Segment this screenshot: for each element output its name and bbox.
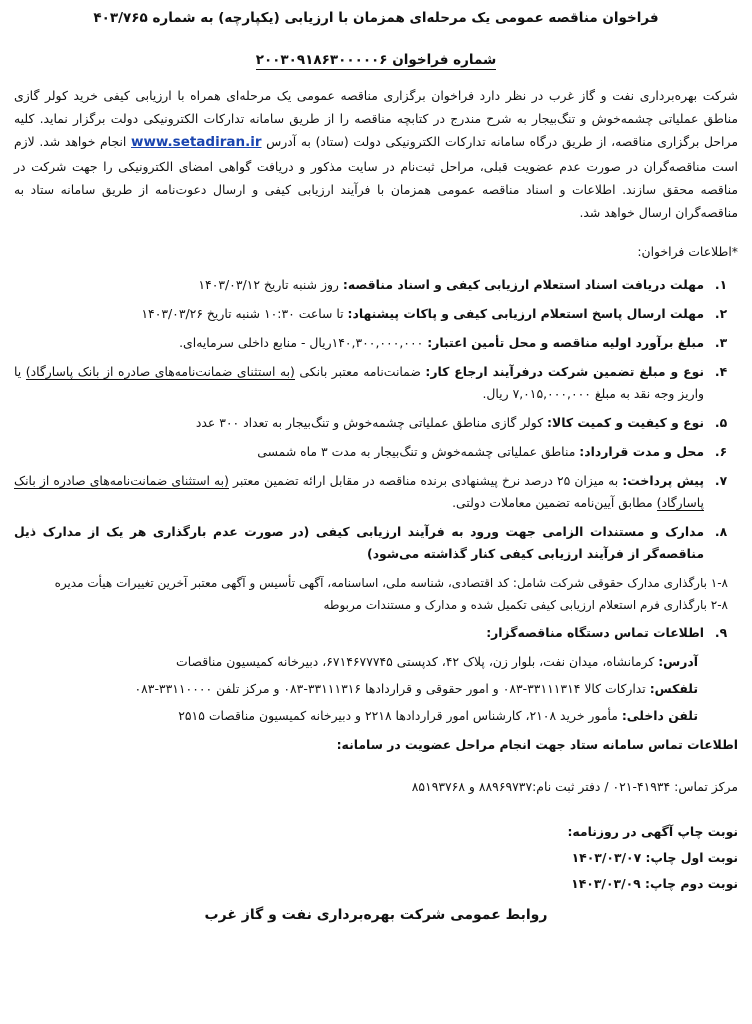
list-item: ۲. مهلت ارسال پاسخ استعلام ارزیابی کیفی و پاکات پیشنهاد: تا ساعت ۱۰:۳۰ شنبه تاریخ ۱۴۰۳/۰۳/۲۶ (141, 306, 728, 322)
list-item: ۸. مدارک و مستندات الزامی جهت ورود به فرآیند ارزیابی کیفی (در صورت عدم بارگذاری هر یک از مدارک ذیل مناقصه‌گر از فرآیند ارزیابی کیفی کنار گذاشته می‌شود) (14, 524, 728, 562)
notice-title: فراخوان مناقصه عمومی یک مرحله‌ای همزمان با ارزیابی (یکپارچه) به شماره ۴۰۳/۷۶۵ (93, 10, 659, 26)
list-item: ۶. محل و مدت قرارداد: مناطق عملیاتی چشمه‌خوش و تنگ‌بیجار به مدت ۳ ماه شمسی (257, 444, 728, 460)
footer-signature: روابط عمومی شرکت بهره‌برداری نفت و گاز غرب (204, 907, 548, 924)
info-list (14, 274, 738, 644)
list-item: ۳. مبلغ برآورد اولیه مناقصه و محل تأمین اعتبار: ۱۴۰,۳۰۰,۰۰۰,۰۰۰ریال - منابع داخلی سرمایه‌ای. (179, 335, 728, 351)
intro-paragraph: شرکت بهره‌برداری نفت و گاز غرب در نظر دارد فراخوان برگزاری مناقصه عمومی یک مرحله‌ای همراه با ارزیابی کیفی خرید کولر گازی مناطق عملیاتی چشمه‌خوش و تنگ‌بیجار به شرح مندرج در کتابچه مناقصه را از طریق سامانه تدارکات الکترونیکی دولت برگزار نماید. کلیه مراحل برگزاری مناقصه، از طریق درگاه سامانه تدارکات الکترونیکی دولت (ستاد) به آدرس www.setadiran.ir انجام خواهد شد. لازم است مناقصه‌گران در صورت عدم عضویت قبلی، مراحل ثبت‌نام در سایت مذکور و دریافت گواهی امضای الکترونیکی را جهت شرکت در مناقصه محقق سازند. اطلاعات و اسناد مناقصه عمومی همزمان با فرآیند ارزیابی کیفی و ارسال دعوت‌نامه از طریق سامانه ستاد به مناقصه‌گران ارسال خواهد شد. (14, 88, 738, 221)
setad-link[interactable]: www.setadiran.ir (130, 134, 262, 151)
contact-internal: تلفن داخلی: مأمور خرید ۲۱۰۸، کارشناس امور قراردادها ۲۲۱۸ و دبیرخانه کمیسیون مناقصات ۲۵۱۵ (178, 708, 698, 724)
setad-heading: اطلاعات تماس سامانه ستاد جهت انجام مراحل عضویت در سامانه: (336, 737, 738, 753)
list-item: ۴. نوع و مبلغ تضمین شرکت درفرآیند ارجاع کار: ضمانت‌نامه معتبر بانکی (به استثنای ضمانت‌نامه‌های صادره از بانک پاسارگاد) یا واریز وجه نقد به مبلغ ۷,۰۱۵,۰۰۰,۰۰۰ ریال. (14, 364, 728, 402)
call-number: شماره فراخوان ۲۰۰۳۰۹۱۸۶۳۰۰۰۰۰۶ (255, 52, 497, 68)
list-item: ۹. اطلاعات تماس دستگاه مناقصه‌گزار: (486, 625, 728, 641)
contact-info (14, 651, 738, 727)
list-item: ۷. پیش پرداخت: به میزان ۲۵ درصد نرخ پیشنهادی برنده مناقصه در مقابل ارائه تضمین معتبر (به استثنای ضمانت‌نامه‌های صادره از بانک پاسارگاد) مطابق آیین‌نامه تضمین معاملات دولتی. (14, 473, 728, 511)
list-item: ۵. نوع و کیفیت و کمیت کالا: کولر گازی مناطق عملیاتی چشمه‌خوش و تنگ‌بیجار به تعداد ۳۰۰ عدد (195, 415, 728, 431)
print-dates: نوبت چاپ آگهی در روزنامه: نوبت اول چاپ: ۱۴۰۳/۰۳/۰۷ نوبت دوم چاپ: ۱۴۰۳/۰۳/۰۹ (567, 824, 738, 892)
contact-phone: تلفکس: تدارکات کالا ۳۳۱۱۱۳۱۴-۰۸۳ و امور حقوقی و قراردادها ۳۳۱۱۱۳۱۶-۰۸۳ و مرکز تلفن ۳۳۱۱۰۰۰۰-۰۸۳ (134, 681, 698, 697)
list-item: ۱. مهلت دریافت اسناد استعلام ارزیابی کیفی و اسناد مناقصه: روز شنبه تاریخ ۱۴۰۳/۰۳/۱۲ (198, 277, 728, 293)
subitem: ۱-۸ بارگذاری مدارک حقوقی شرکت شامل: کد اقتصادی، شناسه ملی، اساسنامه، آگهی تأسیس و آگهی معتبر آخرین تغییرات هیأت مدیره (54, 576, 728, 591)
setad-contact: مرکز تماس: ۴۱۹۳۴-۰۲۱ / دفتر ثبت نام:۸۸۹۶۹۷۳۷ و ۸۵۱۹۳۷۶۸ (411, 779, 738, 795)
info-heading: *اطلاعات فراخوان: (637, 244, 738, 260)
contact-address: آدرس: کرمانشاه، میدان نفت، بلوار زن، پلاک ۴۲، کدپستی ۶۷۱۴۶۷۷۷۴۵، دبیرخانه کمیسیون مناقصات (176, 654, 698, 670)
subitem: ۲-۸ بارگذاری فرم استعلام ارزیابی کیفی تکمیل شده و مدارک و مستندات مربوطه (323, 598, 728, 613)
